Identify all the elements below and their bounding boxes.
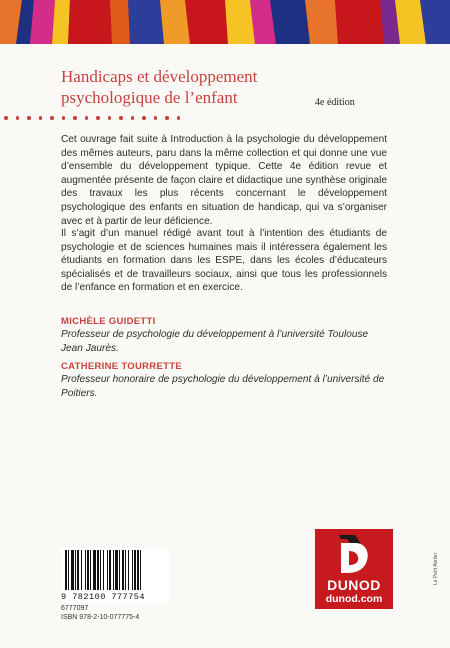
publisher-name: DUNOD — [327, 577, 381, 593]
book-title-line1: Handicaps et développement — [61, 67, 258, 86]
edition-label: 4e édition — [315, 97, 355, 108]
author-name-2: CATHERINE TOURRETTE — [61, 361, 182, 372]
description-paragraph-2: Il s’agit d’un manuel rédigé avant tout à l’intention des étudiants de psychologie et de sciences humaines mais il intéressera également les étudiants en formation dans les ESPE, dans les écoles d’éducateurs spécialisés et de travailleurs sociaux, ainsi que tous les professionnels de l’enfance en formation et en exercice. — [61, 228, 387, 294]
dotted-divider — [4, 116, 180, 120]
book-title — [61, 66, 321, 108]
author-role-1: Professeur de psychologie du développement à l’université Toulouse Jean Jaurès. — [61, 329, 369, 354]
author-name-1: MICHÈLE GUIDETTI — [61, 316, 156, 327]
product-code: 6777097 — [61, 605, 89, 612]
book-title-line2: psychologique de l’enfant — [61, 88, 238, 107]
publisher-logo — [315, 529, 393, 609]
barcode-number: 9 782100 777754 — [61, 592, 146, 602]
author-role-2: Professeur honoraire de psychologie du développement à l’université de Poitiers. — [61, 374, 385, 399]
publisher-url: dunod.com — [325, 593, 383, 605]
top-color-band — [0, 0, 450, 44]
dunod-emblem-icon — [329, 533, 379, 577]
credit-text: Le Petit Atelier — [433, 552, 439, 585]
description-paragraph-1: Cet ouvrage fait suite à Introduction à la psychologie du développement des mêmes auteurs, paru dans la même collection et qui donne une vue d’ensemble du développement typique. Cette 4e édition revue et augmentée présente de façon claire et didactique une synthèse originale des travaux les plus récents concernant le développement psychologique des enfants en situation de handicap, qui va s’organiser avec et à partir de leur déficience. — [61, 134, 387, 227]
isbn: ISBN 978-2-10-077775-4 — [61, 614, 140, 621]
